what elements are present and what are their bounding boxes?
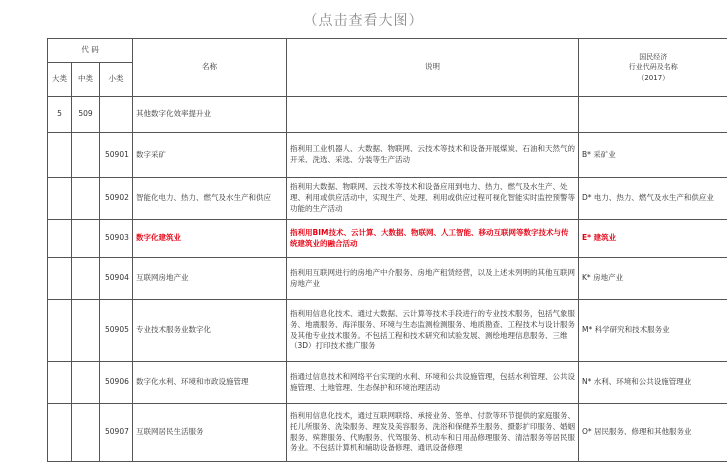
row-middle — [72, 133, 100, 178]
row-name: 数字化水利、环境和市政设施管理 — [133, 362, 287, 404]
header-middle: 中类 — [72, 63, 100, 97]
row-code: 50904 — [100, 258, 133, 300]
row-name: 数字化建筑业 — [133, 220, 287, 258]
row-middle — [72, 404, 100, 462]
group-minor-code — [100, 97, 133, 133]
row-code: 50907 — [100, 404, 133, 462]
row-national: B* 采矿业 — [579, 133, 727, 178]
row-name: 互联网居民生活服务 — [133, 404, 287, 462]
header-national-line2: 行业代码及名称 — [628, 63, 678, 72]
row-description: 指利用信息化技术、通过大数据、云计算等技术手段进行的专业技术服务，包括气象服务、地震服务、海洋服务、环境与生态监测检测服务、地质勘查、工程技术与设计服务及其他专业技术服务。不包括工程和技术研究和试验发展、测绘地理信息服务、三维（3D）打印技术推广服务 — [287, 300, 579, 362]
header-row-1 — [48, 39, 727, 63]
row-national: N* 水利、环境和公共设施管理业 — [579, 362, 727, 404]
group-row — [48, 97, 727, 133]
header-national-line1: 国民经济 — [639, 53, 668, 62]
group-name: 其他数字化效率提升业 — [133, 97, 287, 133]
row-code: 50902 — [100, 178, 133, 220]
table-row — [48, 258, 727, 300]
row-major — [48, 133, 72, 178]
header-description: 说明 — [287, 39, 579, 97]
row-description: 指通过信息技术和网络平台实现的水利、环境和公共设施管理，包括水利管理、公共设施管理、土地管理、生态保护和环境治理活动 — [287, 362, 579, 404]
row-middle — [72, 362, 100, 404]
header-national-line3: （2017） — [637, 73, 670, 82]
row-national: D* 电力、热力、燃气及水生产和供应业 — [579, 178, 727, 220]
row-middle — [72, 178, 100, 220]
row-description: 指利用信息化技术，通过互联网联络、承接业务、签单、付款等环节提供的家庭服务、托儿所服务、洗染服务、理发及美容服务、洗浴和保健养生服务、摄影扩印服务、婚姻服务、殡葬服务、代购服务、代驾服务、机动车和日用品修理服务、清洁服务等居民服务业。不包括计算机和辅助设备修理、通讯设备修理 — [287, 404, 579, 462]
classification-table-wrapper — [47, 38, 727, 467]
row-description: 指利用大数据、物联网、云技术等技术和设备应用到电力、热力、燃气及水生产、处理、利用或供应活动中，实现生产、处理、利用或供应过程可视化智能实时监控预警等功能的生产活动 — [287, 178, 579, 220]
row-name: 互联网房地产业 — [133, 258, 287, 300]
table-row-highlighted — [48, 220, 727, 258]
row-description: 指利用互联网进行的房地产中介服务、房地产租赁经营，以及上述未列明的其他互联网房地产业 — [287, 258, 579, 300]
row-description: 指利用工业机器人、大数据、物联网、云技术等技术和设备开展煤炭、石油和天然气的开采、洗选、采选、分装等生产活动 — [287, 133, 579, 178]
header-name: 名称 — [133, 39, 287, 97]
row-description: 指利用BIM技术、云计算、大数据、物联网、人工智能、移动互联网等数字技术与传统建筑业的融合活动 — [287, 220, 579, 258]
row-major — [48, 258, 72, 300]
row-code: 50906 — [100, 362, 133, 404]
row-middle — [72, 258, 100, 300]
row-major — [48, 404, 72, 462]
row-national: M* 科学研究和技术服务业 — [579, 300, 727, 362]
table-row — [48, 178, 727, 220]
table-row — [48, 362, 727, 404]
row-code: 50901 — [100, 133, 133, 178]
image-caption[interactable]: （点击查看大图） — [303, 13, 424, 29]
table-row — [48, 404, 727, 462]
group-major-code: 5 — [48, 97, 72, 133]
row-national: E* 建筑业 — [579, 220, 727, 258]
group-middle-code: 509 — [72, 97, 100, 133]
row-name: 专业技术服务业数字化 — [133, 300, 287, 362]
group-description — [287, 97, 579, 133]
table-row — [48, 133, 727, 178]
group-national — [579, 97, 727, 133]
row-middle — [72, 220, 100, 258]
row-national: O* 居民服务、修理和其他服务业 — [579, 404, 727, 462]
row-middle — [72, 300, 100, 362]
row-name: 智能化电力、热力、燃气及水生产和供应 — [133, 178, 287, 220]
classification-table — [47, 38, 727, 462]
row-major — [48, 220, 72, 258]
header-code: 代 码 — [48, 39, 133, 63]
header-major: 大类 — [48, 63, 72, 97]
row-national: K* 房地产业 — [579, 258, 727, 300]
row-major — [48, 178, 72, 220]
row-name: 数字采矿 — [133, 133, 287, 178]
header-minor: 小类 — [100, 63, 133, 97]
row-code: 50903 — [100, 220, 133, 258]
row-code: 50905 — [100, 300, 133, 362]
row-major — [48, 362, 72, 404]
row-major — [48, 300, 72, 362]
table-row — [48, 300, 727, 362]
header-national-code — [579, 39, 727, 97]
